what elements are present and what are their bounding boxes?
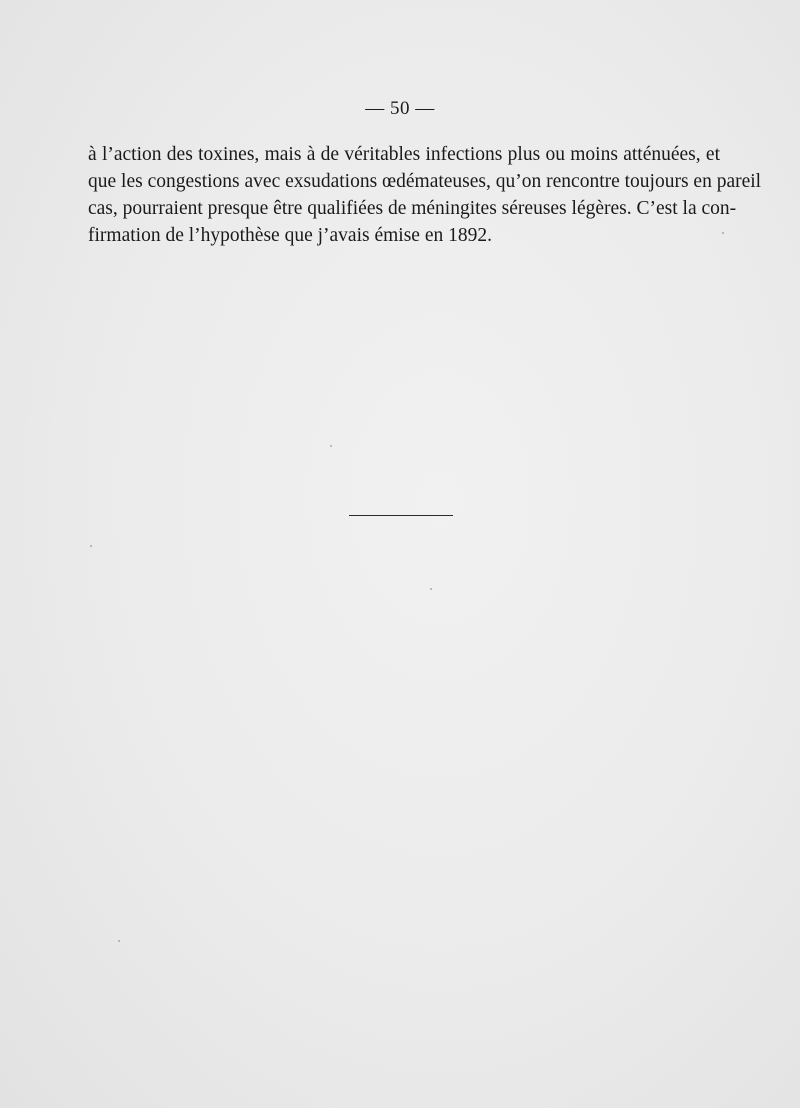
paper-speck [430,588,432,590]
paragraph-line: firmation de l’hypothèse que j’avais émise en 1892. [88,225,492,246]
paper-speck [118,940,120,942]
paper-speck [722,232,724,234]
paragraph-line: à l’action des toxines, mais à de véritables infections plus ou moins atténuées, et [88,144,720,165]
page-number: — 50 — [365,98,435,119]
body-paragraph [88,141,762,249]
end-of-section-rule [349,515,453,516]
paper-speck [90,545,92,547]
paragraph-line: que les congestions avec exsudations œdémateuses, qu’on rencontre toujours en pareil [88,171,762,192]
paragraph-line: cas, pourraient presque être qualifiées de méningites séreuses légères. C’est la con- [88,198,737,219]
paper-speck [330,445,332,447]
